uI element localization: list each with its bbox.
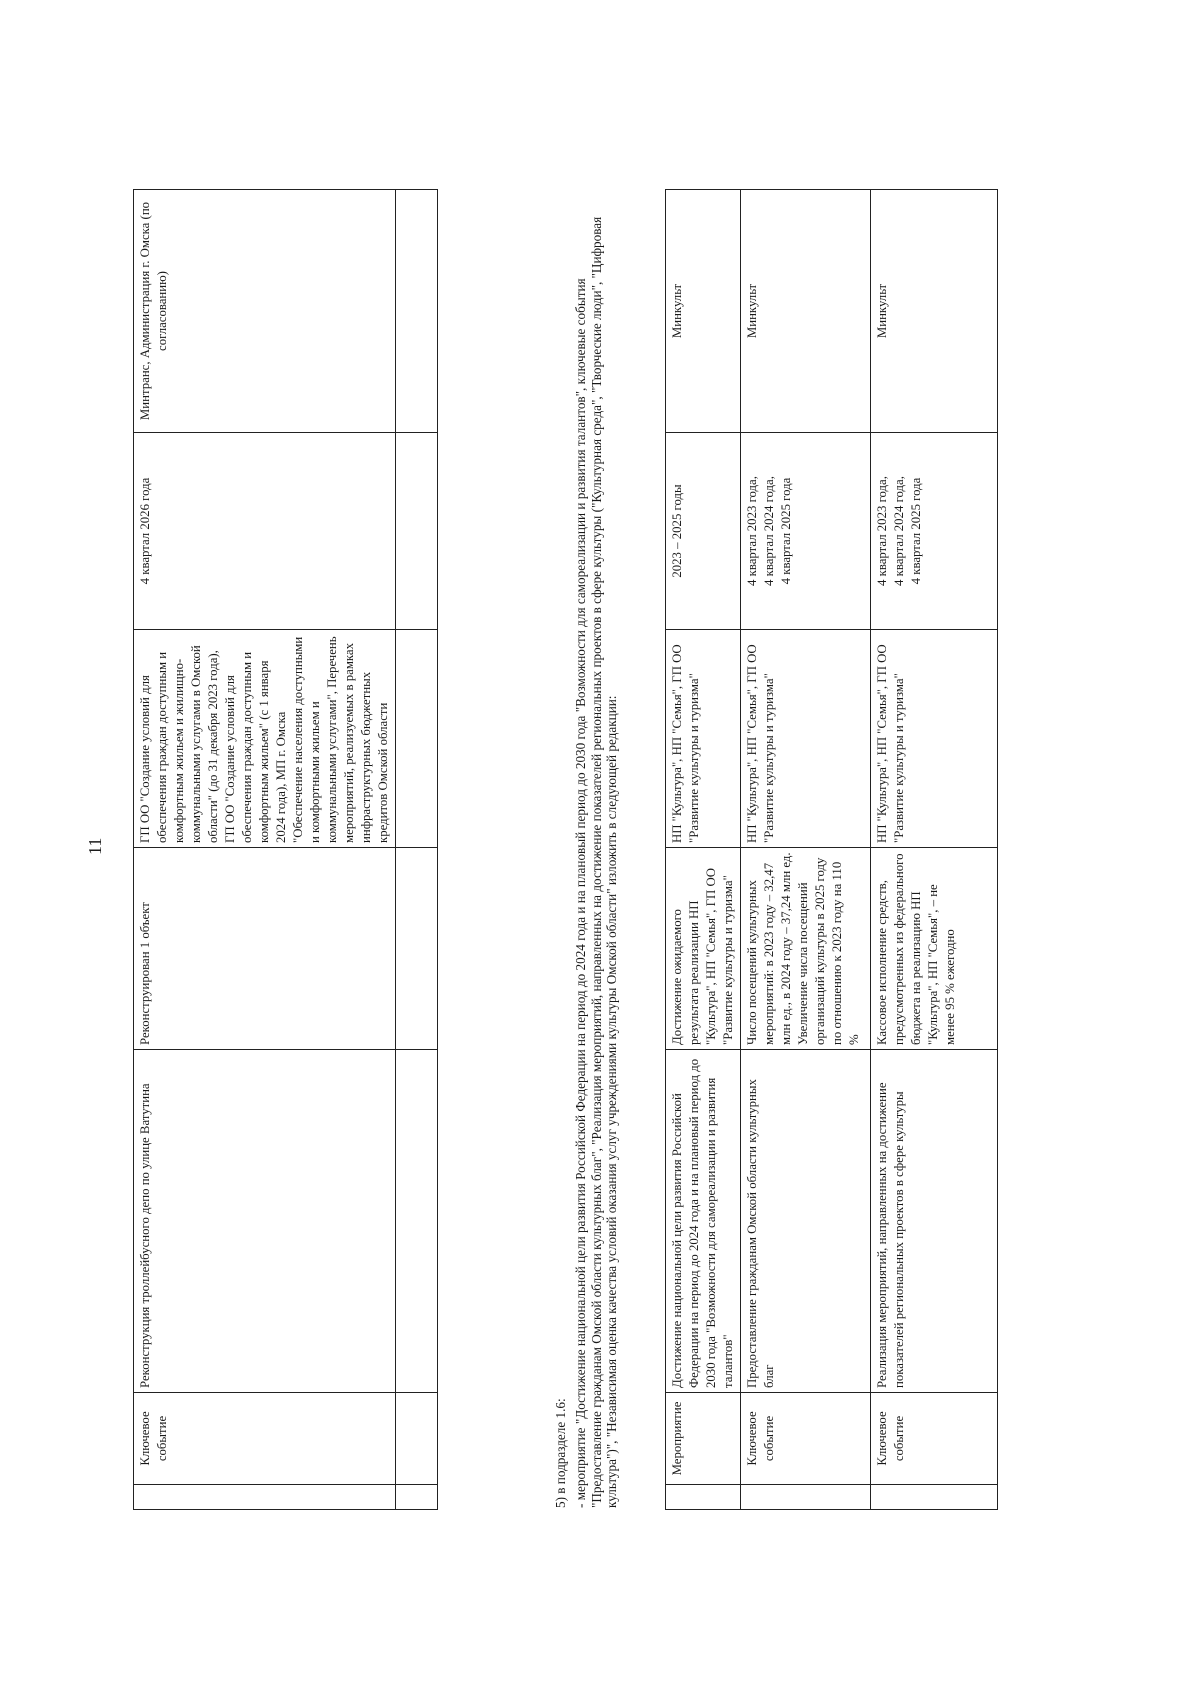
row-type-cell: Ключевое событие xyxy=(741,1393,871,1485)
page-number: 11 xyxy=(85,837,105,855)
row-responsible-cell: Минкульт xyxy=(741,190,871,433)
row-name-cell: Достижение национальной цели развития Российской Федерации на период до 2024 года и на плановый период до 2030 года "Возможности для самореализации и развития талантов" xyxy=(666,1050,741,1393)
measures-table-top xyxy=(133,189,438,1510)
row-number-cell xyxy=(871,1485,998,1510)
row-name-cell: Реализация мероприятий, направленных на достижение показателей региональных проектов в сфере культуры xyxy=(871,1050,998,1393)
intro-title: 5) в подразделе 1.6: xyxy=(553,1398,568,1508)
row-type-cell: Мероприятие xyxy=(666,1393,741,1485)
row-number-cell xyxy=(741,1485,871,1510)
table-row xyxy=(871,190,998,1510)
row-programs-cell: ГП ОО "Создание условий для обеспечения граждан доступным и комфортным жильем и жилищно-коммунальными услугами в Омской области" (до 31 декабря 2023 года), ГП ОО "Создание условий для обеспечения граждан доступным и комфортным жильем" (с 1 января 2024 года), МП г. Омска "Обеспечение населения доступными и комфортными жильем и коммунальными услугами", Перечень мероприятий, реализуемых в рамках инфраструктурных бюджетных кредитов Омской области xyxy=(134,630,396,848)
row-deadline-cell: 4 квартал 2023 года, 4 квартал 2024 года, 4 квартал 2025 года xyxy=(741,433,871,630)
row-type-cell: Ключевое событие xyxy=(871,1393,998,1485)
row-result-cell: Кассовое исполнение средств, предусмотренных из федерального бюджета на реализацию НП "Культура", НП "Семья", – не менее 95 % ежегодно xyxy=(871,848,998,1050)
row-deadline-cell: 4 квартал 2023 года, 4 квартал 2024 года, 4 квартал 2025 года xyxy=(871,433,998,630)
row-deadline-cell: 2023 – 2025 годы xyxy=(666,433,741,630)
table-row xyxy=(396,190,438,1510)
row-result-cell: Число посещений культурных мероприятий: в 2023 году – 32,47 млн ед., в 2024 году – 37,24 млн ед. Увеличение числа посещений организаций культуры в 2025 году по отношению к 2023 году на 110 % xyxy=(741,848,871,1050)
row-result-cell: Реконструирован 1 объект xyxy=(134,848,396,1050)
row-number-cell xyxy=(134,1485,396,1510)
row-responsible-cell: Минтранс, Администрация г. Омска (по согласованию) xyxy=(134,190,396,433)
table-row xyxy=(134,190,396,1510)
intro-body: - мероприятие "Достижение национальной цели развития Российской Федерации на период до 2024 года и на плановый период до 2030 года "Возможности для самореализации и развития талантов", ключевые события "Предоставление гражданам Омской области культурных благ", "Реализация мероприятий, направленных на достижение показателей региональных проектов в сфере культуры ("Культурная среда", "Творческие люди", "Цифровая культура")", "Независимая оценка качества условий оказания услуг учреждениями культуры Омской области" изложить в следующей редакции: xyxy=(573,216,620,1508)
measures-table-bottom xyxy=(665,189,998,1510)
row-result-cell: Достижение ожидаемого результата реализации НП "Культура", НП "Семья", ГП ОО "Развитие культуры и туризма" xyxy=(666,848,741,1050)
row-programs-cell: НП "Культура", НП "Семья", ГП ОО "Развитие культуры и туризма" xyxy=(871,630,998,848)
row-responsible-cell: Минкульт xyxy=(871,190,998,433)
row-name-cell: Предоставление гражданам Омской области культурных благ xyxy=(741,1050,871,1393)
table-row xyxy=(741,190,871,1510)
row-programs-cell: НП "Культура", НП "Семья", ГП ОО "Развитие культуры и туризма" xyxy=(666,630,741,848)
row-programs-cell: НП "Культура", НП "Семья", ГП ОО "Развитие культуры и туризма" xyxy=(741,630,871,848)
row-responsible-cell: Минкульт xyxy=(666,190,741,433)
table-row xyxy=(666,190,741,1510)
row-number-cell xyxy=(666,1485,741,1510)
row-name-cell: Реконструкция троллейбусного депо по улице Ватутина xyxy=(134,1050,396,1393)
row-type-cell: Ключевое событие xyxy=(134,1393,396,1485)
row-deadline-cell: 4 квартал 2026 года xyxy=(134,433,396,630)
